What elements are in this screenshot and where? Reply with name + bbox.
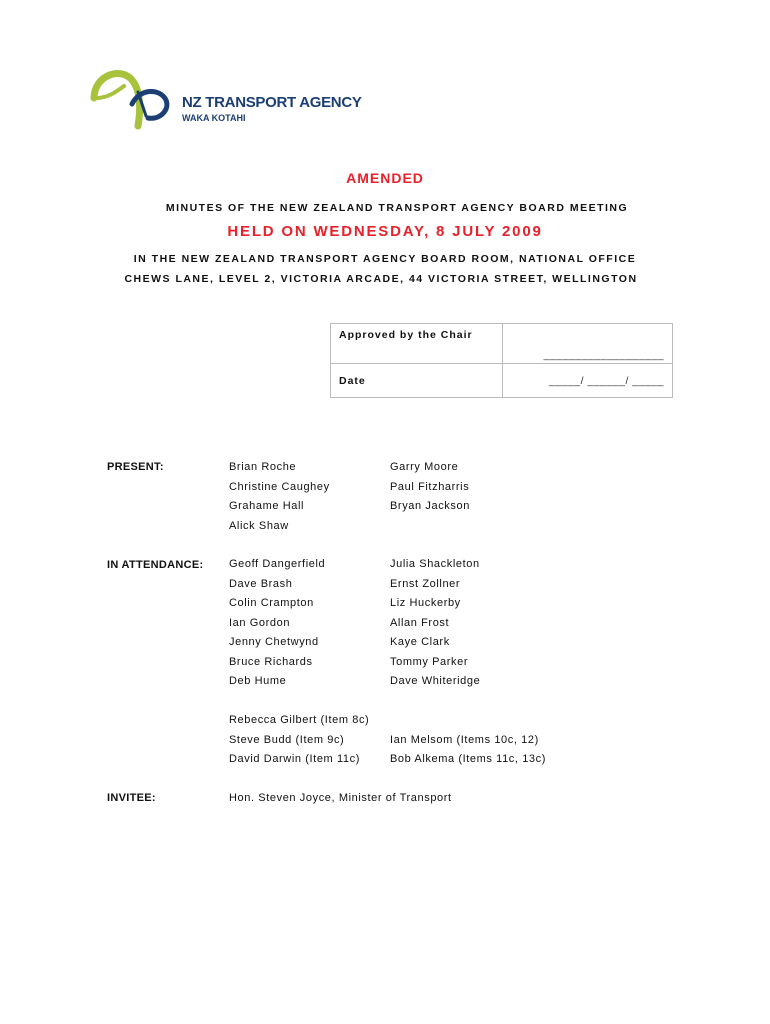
list-item [390, 711, 546, 731]
list-item: Kaye Clark [390, 636, 450, 648]
attendance-items-column-1 [229, 711, 369, 770]
present-label: PRESENT: [107, 461, 164, 473]
present-column-1 [229, 458, 330, 536]
venue-line-2: CHEWS LANE, LEVEL 2, VICTORIA ARCADE, 44 VICTORIA STREET, WELLINGTON [124, 273, 638, 285]
list-item: Ian Melsom (Items 10c, 12) [390, 733, 539, 746]
list-item: Bryan Jackson [390, 500, 470, 512]
list-item: Paul Fitzharris [390, 480, 470, 493]
minutes-title: MINUTES OF THE NEW ZEALAND TRANSPORT AGENCY BOARD MEETING [165, 202, 629, 214]
logo-name: NZ TRANSPORT AGENCY [182, 94, 362, 111]
list-item: Alick Shaw [229, 519, 289, 532]
list-item: Tommy Parker [390, 655, 469, 668]
list-item: Dave Whiteridge [390, 675, 481, 687]
present-column-2 [390, 458, 470, 517]
approval-row-chair [331, 324, 673, 364]
list-item: Brian Roche [229, 461, 297, 473]
list-item: Liz Huckerby [390, 597, 461, 609]
chair-label: Approved by the Chair [331, 324, 503, 364]
list-item: Bruce Richards [229, 655, 313, 668]
list-item: Deb Hume [229, 675, 287, 687]
date-field: _____/ ______/ _____ [503, 364, 673, 398]
list-item: Allan Frost [390, 616, 450, 629]
list-item: David Darwin (Item 11c) [229, 753, 360, 765]
attendance-label: IN ATTENDANCE: [107, 559, 204, 571]
logo-subtitle: WAKA KOTAHI [182, 113, 246, 123]
list-item: Jenny Chetwynd [229, 636, 319, 648]
list-item: Steve Budd (Item 9c) [229, 733, 345, 746]
list-item: Ian Gordon [229, 616, 291, 629]
list-item: Ernst Zollner [390, 577, 461, 590]
nz-transport-agency-logo [90, 68, 380, 130]
attendance-column-1 [229, 555, 325, 692]
approval-table [330, 323, 673, 398]
list-item: Rebecca Gilbert (Item 8c) [229, 714, 370, 726]
list-item: Geoff Dangerfield [229, 558, 326, 570]
invitee-name: Hon. Steven Joyce, Minister of Transport [229, 792, 452, 804]
amended-heading: AMENDED [346, 170, 424, 186]
attendance-items-column-2 [390, 711, 546, 770]
list-item: Grahame Hall [229, 500, 305, 512]
date-label: Date [331, 364, 503, 398]
list-item: Bob Alkema (Items 11c, 13c) [390, 753, 546, 765]
list-item: Julia Shackleton [390, 558, 480, 570]
approval-row-date [331, 364, 673, 398]
waka-kotahi-logo-icon [90, 68, 180, 130]
list-item: Colin Crampton [229, 597, 314, 609]
meeting-date-heading: HELD ON WEDNESDAY, 8 JULY 2009 [227, 223, 543, 240]
venue-line-1: IN THE NEW ZEALAND TRANSPORT AGENCY BOARD ROOM, NATIONAL OFFICE [133, 253, 637, 265]
invitee-label: INVITEE: [107, 792, 156, 804]
list-item: Christine Caughey [229, 480, 330, 493]
chair-signature-field: ___________________ [503, 324, 673, 364]
list-item: Garry Moore [390, 461, 459, 473]
list-item: Dave Brash [229, 577, 293, 590]
attendance-column-2 [390, 555, 480, 692]
